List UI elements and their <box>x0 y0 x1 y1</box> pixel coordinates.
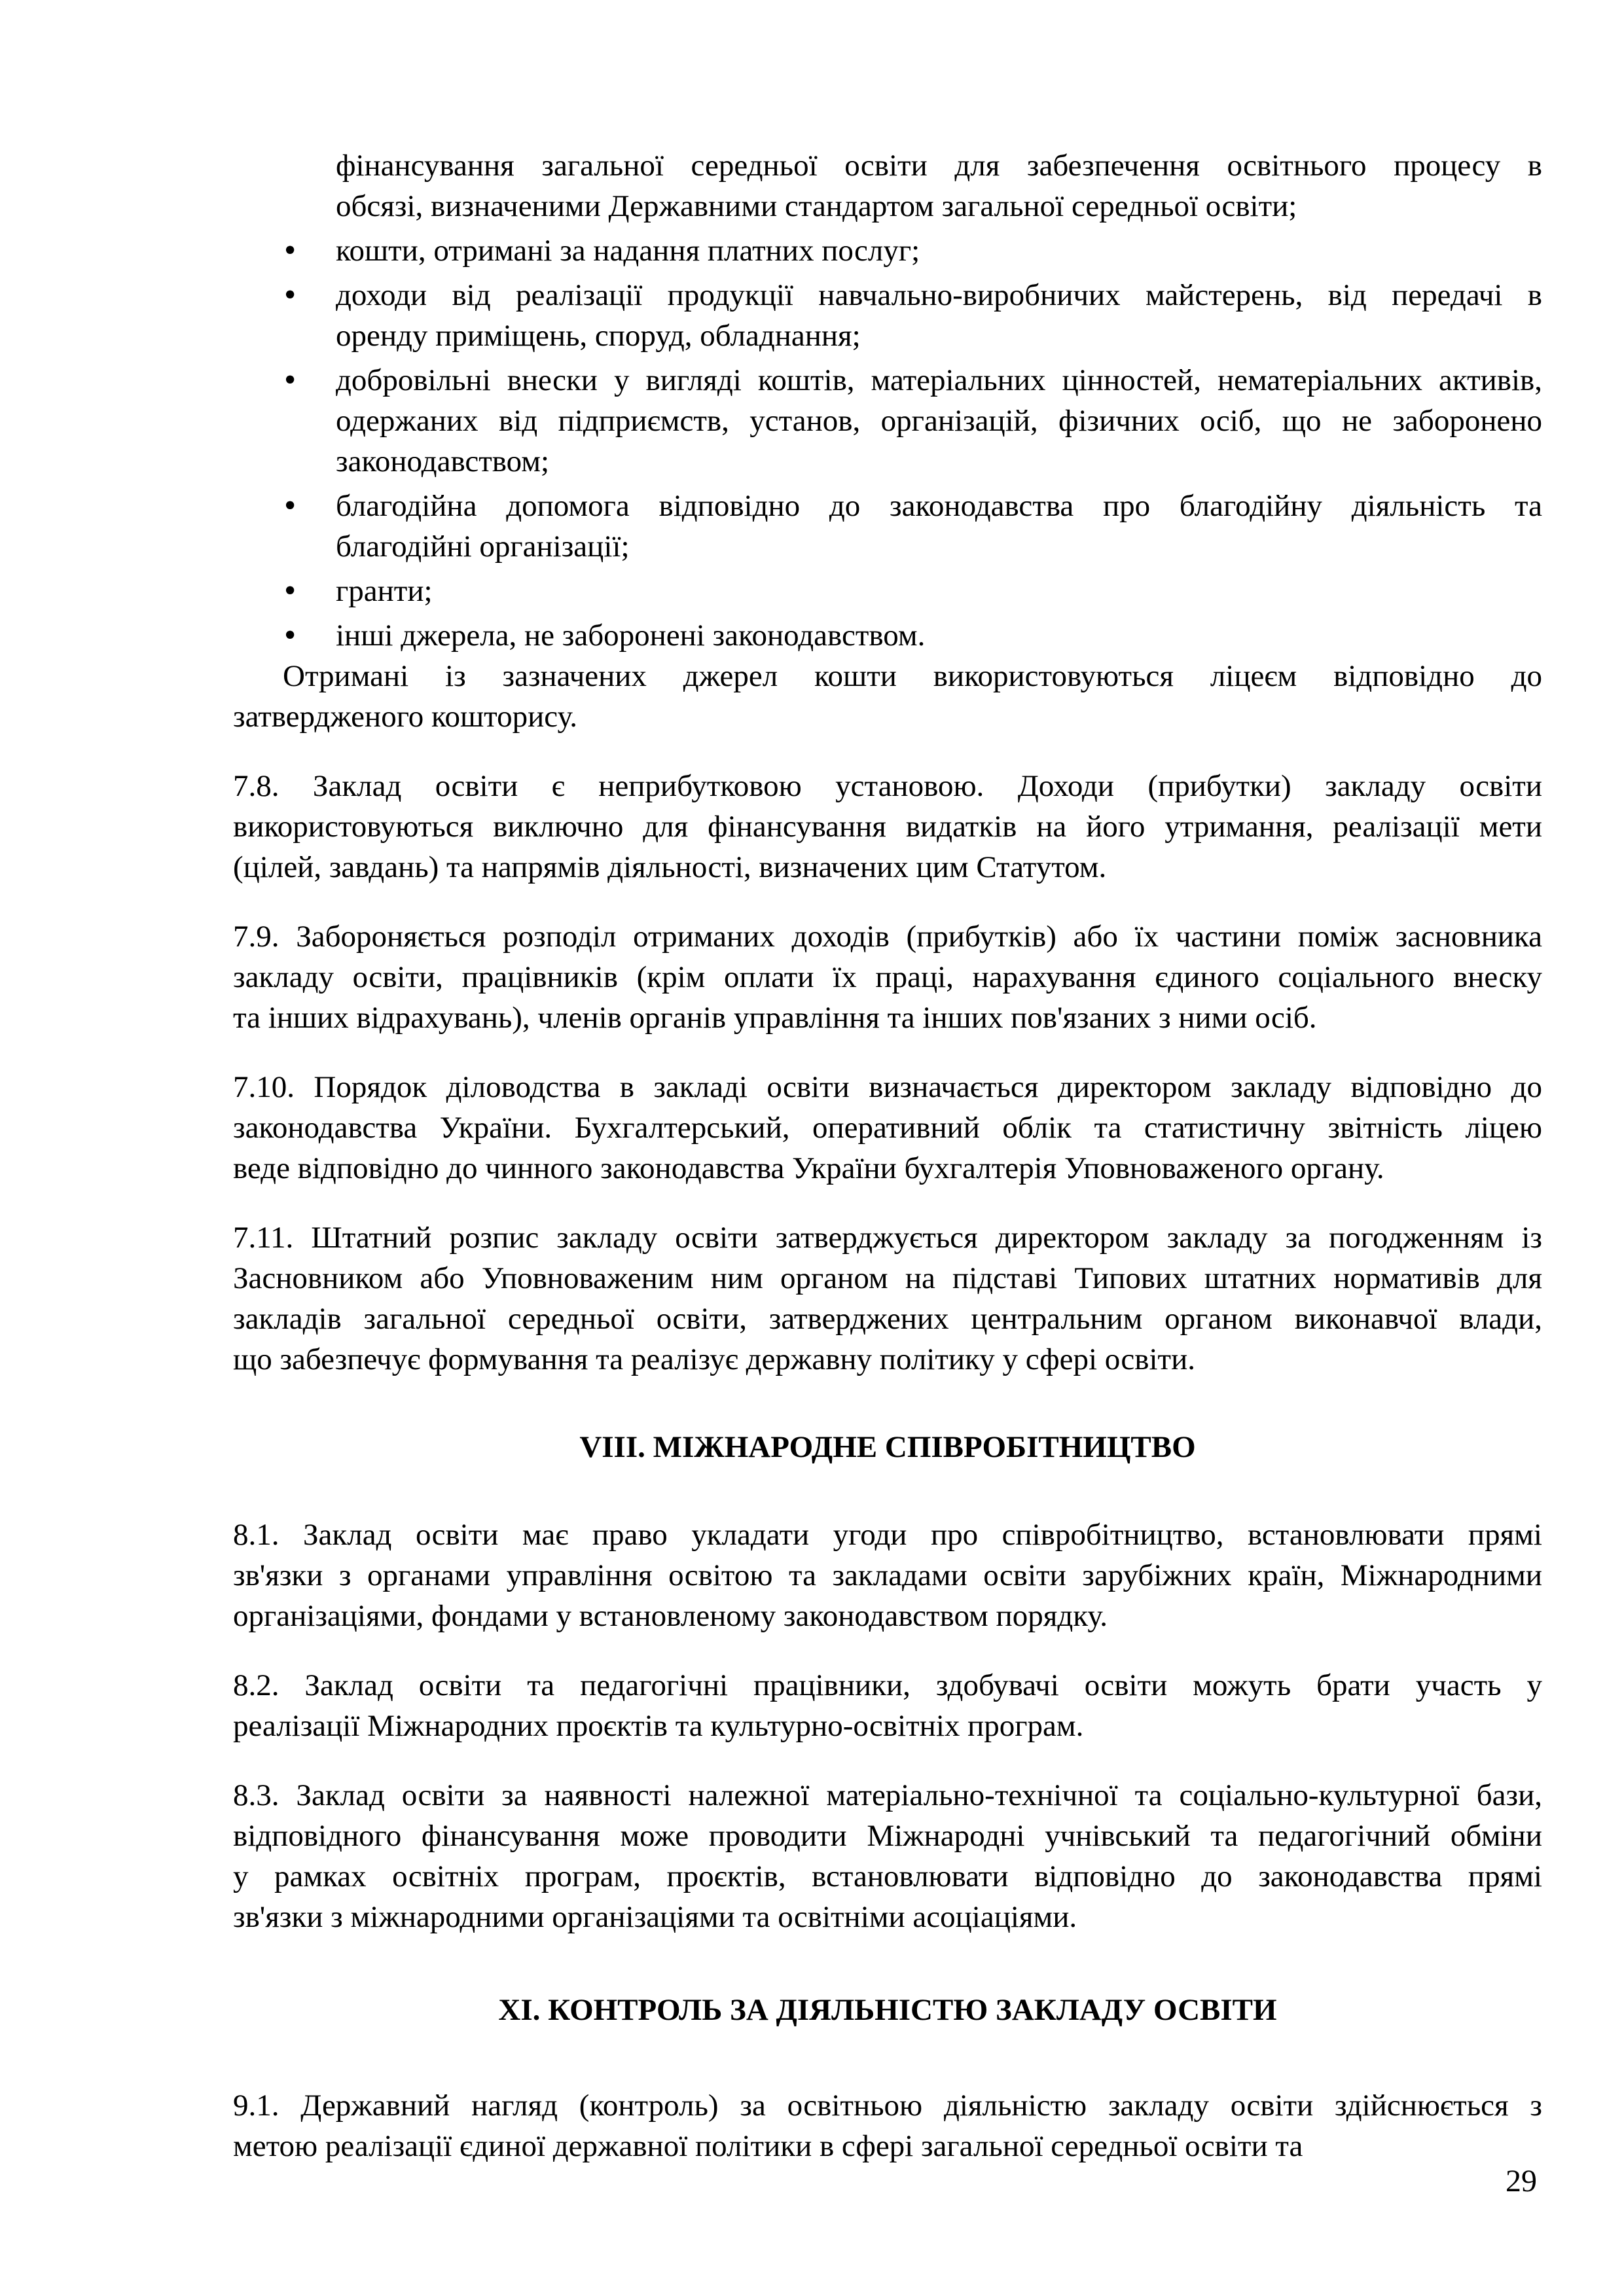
para-8-1 <box>233 1515 1542 1636</box>
bullet-item-dobrovilni-vnesky <box>233 360 1542 482</box>
para-otrymani-koshty <box>233 656 1542 737</box>
bullet-item-dokhody <box>233 275 1542 356</box>
heading-viii-mizhnarodne-spivrobitnytstvo <box>233 1427 1542 1467</box>
text-line: кошти, отримані за надання платних послуг; <box>336 234 920 268</box>
text-line: інші джерела, не заборонені законодавством. <box>336 619 926 653</box>
para-7-10 <box>233 1067 1542 1189</box>
text-line: законодавства України. Бухгалтерський, оперативний облік та статистичну звітність ліцею <box>233 1111 1542 1145</box>
text-line: гранти; <box>336 574 433 608</box>
bullet-icon: • <box>284 276 297 314</box>
text-line: Засновником або Уповноваженим ним органом на підставі Типових штатних нормативів для <box>233 1261 1542 1295</box>
text-line: VIII. МІЖНАРОДНЕ СПІВРОБІТНИЦТВО <box>579 1430 1196 1464</box>
page-content <box>233 145 1542 2166</box>
text-line: законодавством; <box>336 444 550 478</box>
text-line: 7.10. Порядок діловодства в закладі освіти визначається директором закладу відповідно до <box>233 1070 1542 1104</box>
text-line: Отримані із зазначених джерел кошти використовуються ліцеєм відповідно до <box>283 659 1542 693</box>
text-line: 8.1. Заклад освіти має право укладати угоди про співробітництво, встановлювати прямі <box>233 1518 1542 1552</box>
bullet-item-text <box>336 275 1542 356</box>
text-line: фінансування загальної середньої освіти для забезпечення освітнього процесу в <box>336 149 1542 183</box>
bullet-item-hranty <box>233 571 1542 611</box>
text-line: затвердженого кошторису. <box>233 700 578 734</box>
bullet-continuation-financing <box>233 145 1542 226</box>
text-line: у рамках освітніх програм, проєктів, встановлювати відповідно до законодавства прямі <box>233 1859 1542 1893</box>
text-line: благодійні організації; <box>336 529 630 564</box>
text-line: веде відповідно до чинного законодавства України бухгалтерія Уповноваженого органу. <box>233 1151 1384 1185</box>
bullet-item-text <box>336 571 1542 611</box>
bullet-icon: • <box>284 617 297 654</box>
text-line: обсязі, визначеними Державними стандартом загальної середньої освіти; <box>336 189 1297 223</box>
bullet-item-blahodiina-dopomoha <box>233 486 1542 567</box>
bullet-item-text <box>336 486 1542 567</box>
text-line: закладів загальної середньої освіти, затверджених центральним органом виконавчої влади, <box>233 1302 1542 1336</box>
text-line: зв'язки з органами управління освітою та закладами освіти зарубіжних країн, Міжнародними <box>233 1558 1542 1592</box>
text-line: оренду приміщень, споруд, обладнання; <box>336 319 861 353</box>
text-line: XI. КОНТРОЛЬ ЗА ДІЯЛЬНІСТЮ ЗАКЛАДУ ОСВІТИ <box>498 1993 1277 2027</box>
text-line: зв'язки з міжнародними організаціями та освітніми асоціаціями. <box>233 1900 1077 1934</box>
text-line: 7.9. Забороняється розподіл отриманих доходів (прибутків) або їх частини поміж засновника <box>233 920 1542 954</box>
text-line: 8.3. Заклад освіти за наявності належної матеріально-технічної та соціально-культурної бази, <box>233 1778 1542 1812</box>
bullet-icon: • <box>284 361 297 399</box>
heading-xi-kontrol-za-diialnistiu <box>233 1990 1542 2030</box>
para-7-9 <box>233 916 1542 1038</box>
para-8-3 <box>233 1775 1542 1937</box>
text-line: реалізації Міжнародних проєктів та культурно-освітніх програм. <box>233 1709 1084 1743</box>
text-line: доходи від реалізації продукції навчально-виробничих майстерень, від передачі в <box>336 278 1542 312</box>
bullet-item-text <box>336 230 1542 271</box>
page-number: 29 <box>1506 2164 1537 2198</box>
text-line: що забезпечує формування та реалізує державну політику у сфері освіти. <box>233 1342 1195 1376</box>
text-line: благодійна допомога відповідно до законодавства про благодійну діяльність та <box>336 489 1542 523</box>
para-8-2 <box>233 1665 1542 1746</box>
para-7-11 <box>233 1217 1542 1380</box>
text-line: 8.2. Заклад освіти та педагогічні працівники, здобувачі освіти можуть брати участь у <box>233 1668 1542 1702</box>
bullet-item-text <box>336 360 1542 482</box>
text-line: 7.8. Заклад освіти є неприбутковою установою. Доходи (прибутки) закладу освіти <box>233 769 1542 803</box>
text-line: відповідного фінансування може проводити Міжнародні учнівський та педагогічний обміни <box>233 1819 1542 1853</box>
text-line: закладу освіти, працівників (крім оплати їх праці, нарахування єдиного соціального внеску <box>233 960 1542 994</box>
bullet-icon: • <box>284 572 297 609</box>
text-line: використовуються виключно для фінансування видатків на його утримання, реалізації мети <box>233 810 1542 844</box>
text-line: та інших відрахувань), членів органів управління та інших пов'язаних з ними осіб. <box>233 1001 1317 1035</box>
bullet-item-inshi-dzherela <box>233 615 1542 656</box>
para-9-1 <box>233 2085 1542 2166</box>
text-line: 7.11. Штатний розпис закладу освіти затверджується директором закладу за погодженням із <box>233 1221 1542 1255</box>
text-line: 9.1. Державний нагляд (контроль) за освітньою діяльністю закладу освіти здійснюється з <box>233 2089 1542 2123</box>
bullet-item-text <box>336 615 1542 656</box>
bullet-item-koshty <box>233 230 1542 271</box>
para-7-8 <box>233 766 1542 888</box>
text-line: (цілей, завдань) та напрямів діяльності, визначених цим Статутом. <box>233 850 1107 884</box>
text-line: організаціями, фондами у встановленому законодавством порядку. <box>233 1599 1108 1633</box>
text-line: добровільні внески у вигляді коштів, матеріальних цінностей, нематеріальних активів, <box>336 363 1542 397</box>
bullet-icon: • <box>284 487 297 524</box>
bullet-icon: • <box>284 232 297 269</box>
text-line: метою реалізації єдиної державної політики в сфері загальної середньої освіти та <box>233 2129 1303 2163</box>
text-line: одержаних від підприємств, установ, організацій, фізичних осіб, що не заборонено <box>336 404 1542 438</box>
